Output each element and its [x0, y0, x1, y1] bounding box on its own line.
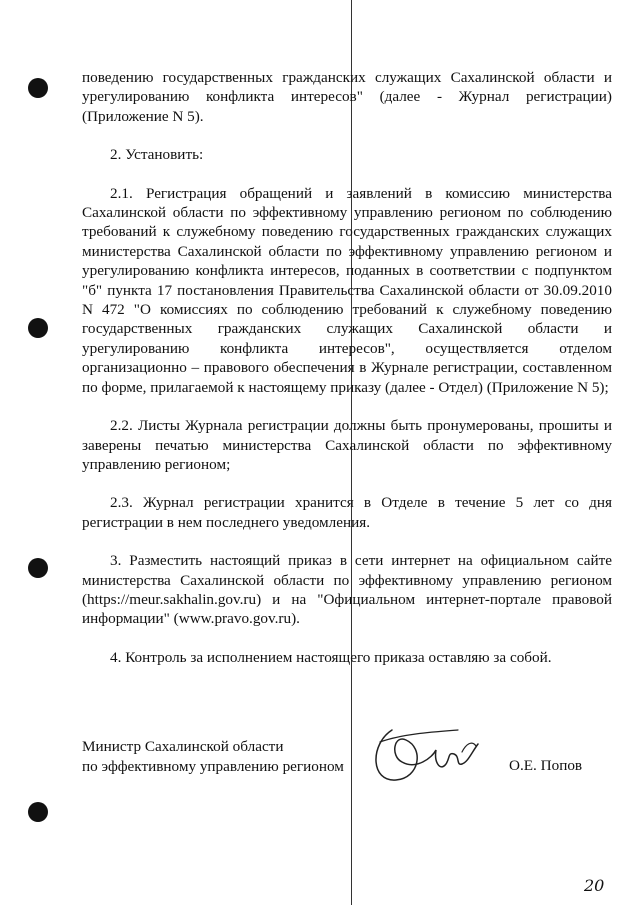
punch-hole	[28, 802, 48, 822]
paragraph-item-2-2: 2.2. Листы Журнала регистрации должны быть пронумерованы, прошиты и заверены печатью министерства Сахалинской области по эффективному управлению регионом;	[82, 417, 612, 473]
signatory-name: О.Е. Попов	[509, 757, 583, 774]
punch-hole	[28, 318, 48, 338]
paragraph-item-2-1: 2.1. Регистрация обращений и заявлений в комиссию министерства Сахалинской области по эффективному управлению регионом по соблюдению требований к служебному поведению государственных гражданских служащих министерства Сахалинской области по эффективному управлению регионом и урегулированию конфликта интересов, поданных в соответствии с подпунктом "б" пункта 17 постановления Правительства Сахалинской области от 30.09.2010 N 472 "О комиссиях по соблюдению требований к служебному поведению государственных гражданских служащих Сахалинской области и урегулированию конфликта интересов", осуществляется отделом организационно – правового обеспечения в Журнале регистрации, составленном по форме, прилагаемой к настоящему приказу (далее - Отдел) (Приложение N 5);	[82, 184, 612, 396]
paragraph-item-2-3: 2.3. Журнал регистрации хранится в Отделе в течение 5 лет со дня регистрации в нем последнего уведомления.	[82, 494, 612, 531]
signatory-position	[82, 737, 344, 777]
document-body	[82, 68, 612, 686]
paragraph-item-4: 4. Контроль за исполнением настоящего приказа оставляю за собой.	[110, 648, 552, 666]
paragraph-item-3: 3. Разместить настоящий приказ в сети интернет на официальном сайте министерства Сахалинской области по эффективному управлению регионом (https://meur.sakhalin.gov.ru) и на "Официальном интернет-портале правовой информации" (www.pravo.gov.ru).	[82, 552, 612, 628]
paragraph-continuation: поведению государственных гражданских служащих Сахалинской области и урегулированию конфликта интересов" (далее - Журнал регистрации) (Приложение N 5).	[82, 69, 612, 125]
paragraph-item-2: 2. Установить:	[110, 146, 204, 164]
signatory-position-line-1: Министр Сахалинской области	[82, 738, 284, 755]
signatory-position-line-2: по эффективному управлению регионом	[82, 758, 344, 775]
punch-hole	[28, 78, 48, 98]
handwritten-signature	[362, 722, 492, 792]
punch-hole	[28, 558, 48, 578]
page-number: 20	[584, 876, 605, 895]
